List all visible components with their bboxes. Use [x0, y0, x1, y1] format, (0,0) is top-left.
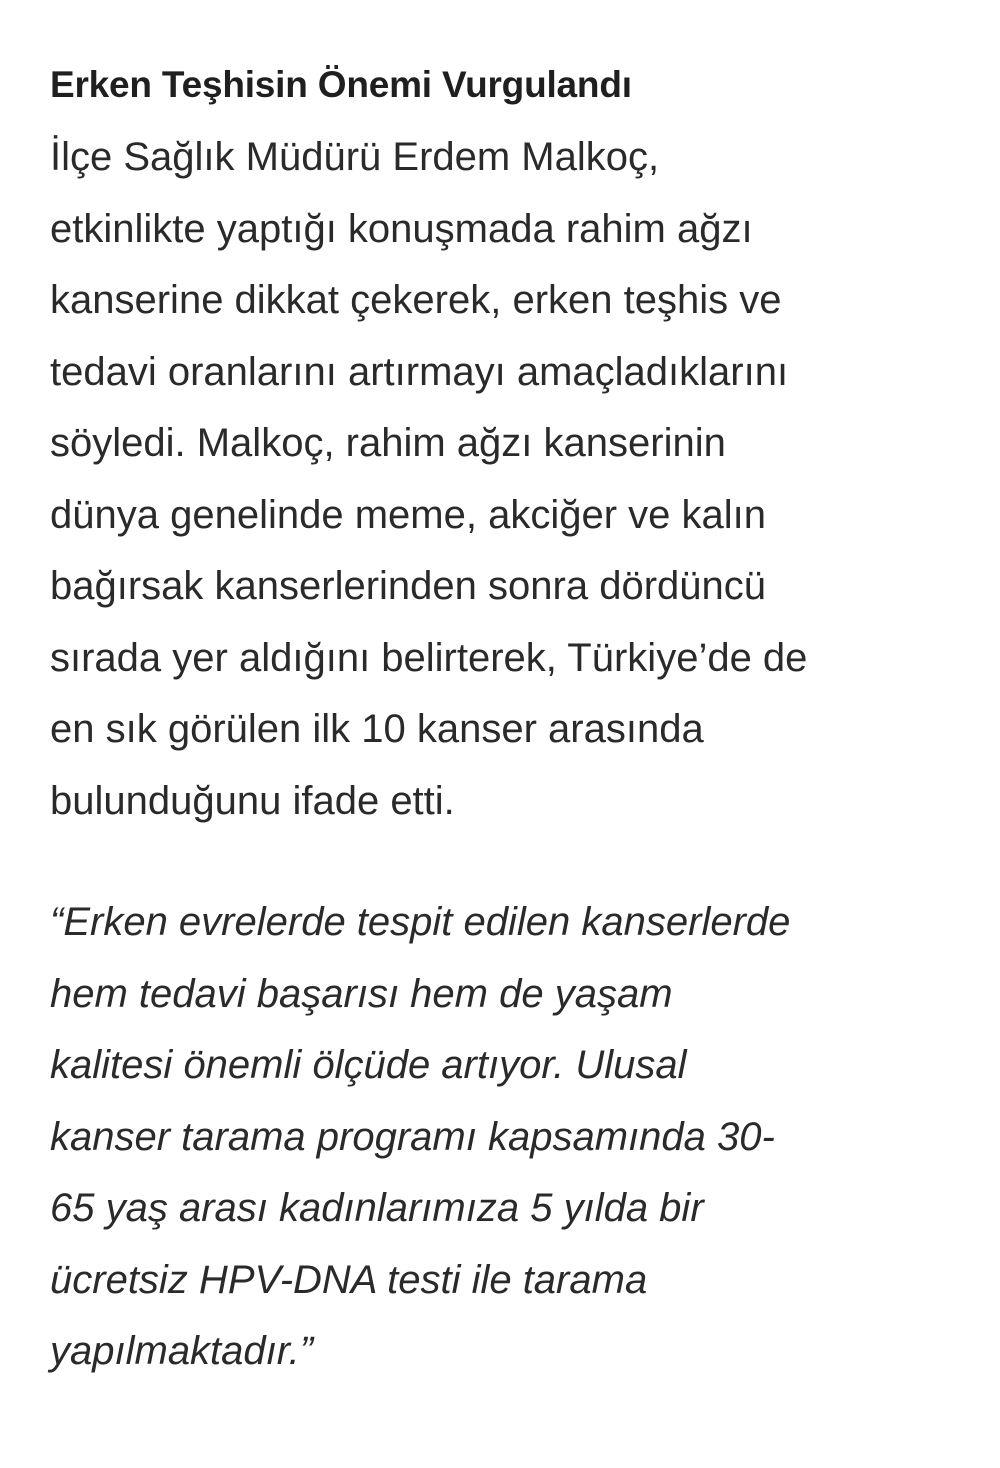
quote-line: ücretsiz HPV-DNA testi ile tarama	[50, 1257, 648, 1302]
quote-line: “Erken evrelerde tespit edilen kanserlerde	[50, 900, 791, 944]
paragraph-line: sırada yer aldığını belirterek, Türkiye’de de	[50, 635, 808, 680]
quote-line: yapılmaktadır.”	[50, 1329, 314, 1373]
quote-line: 65 yaş arası kadınlarımıza 5 yılda bir	[50, 1186, 704, 1230]
paragraph-line: kanserine dikkat çekerek, erken teşhis ve	[50, 278, 782, 322]
quote-paragraph	[50, 887, 970, 1388]
paragraph-line: söyledi. Malkoç, rahim ağzı kanserinin	[50, 421, 726, 465]
quote-line: kalitesi önemli ölçüde artıyor. Ulusal	[50, 1043, 687, 1087]
quote-line: kanser tarama programı kapsamında 30-	[50, 1114, 775, 1159]
article-body	[50, 62, 970, 1388]
paragraph-line: İlçe Sağlık Müdürü Erdem Malkoç,	[50, 135, 660, 179]
paragraph-line: tedavi oranlarını artırmayı amaçladıklarını	[50, 349, 789, 394]
paragraph-line: bulunduğunu ifade etti.	[50, 778, 455, 823]
quote-line: hem tedavi başarısı hem de yaşam	[50, 971, 673, 1016]
paragraph-line: dünya genelinde meme, akciğer ve kalın	[50, 492, 766, 537]
paragraph-line: en sık görülen ilk 10 kanser arasında	[50, 707, 704, 751]
body-paragraph	[50, 122, 970, 837]
section-heading: Erken Teşhisin Önemi Vurgulandı	[50, 64, 632, 105]
paragraph-line: etkinlikte yaptığı konuşmada rahim ağzı	[50, 206, 753, 251]
paragraph-line: bağırsak kanserlerinden sonra dördüncü	[50, 564, 766, 608]
